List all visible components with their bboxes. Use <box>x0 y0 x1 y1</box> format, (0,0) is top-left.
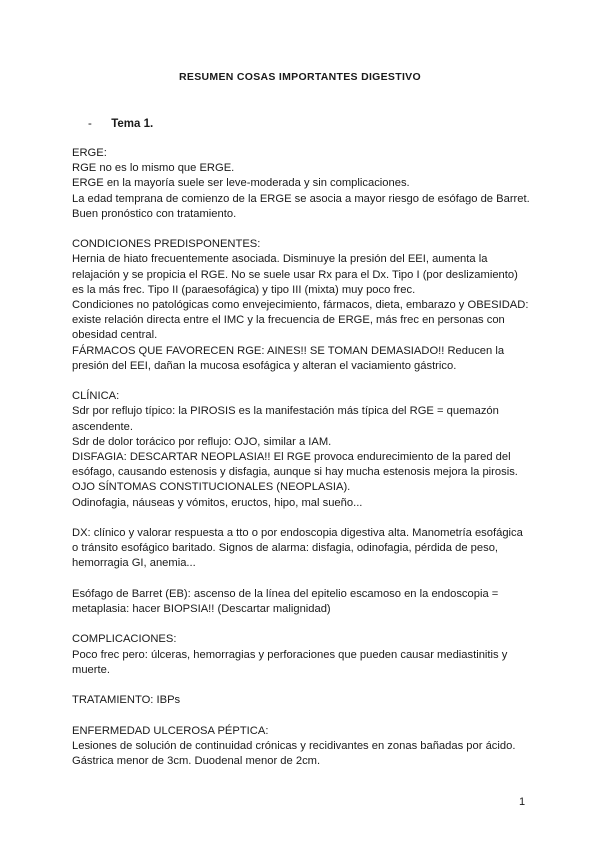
text-line: presión del EEI, dañan la mucosa esofágica y alteran el vaciamiento gástrico. <box>72 359 457 372</box>
erge-section <box>72 146 542 222</box>
text-line: ERGE en la mayoría suele ser leve-moderada y sin complicaciones. <box>72 177 410 190</box>
text-line: esófago, causando estenosis y disfagia, aunque si hay mucha estenosis mejora la pirosis. <box>72 466 518 479</box>
text-line: ascendente. <box>72 420 133 433</box>
text-line: ERGE: <box>72 147 107 159</box>
text-line: metaplasia: hacer BIOPSIA!! (Descartar malignidad) <box>72 603 331 616</box>
text-line: Sdr de dolor torácico por reflujo: OJO, similar a IAM. <box>72 435 332 448</box>
text-line: hemorragia GI, anemia... <box>72 557 196 570</box>
condiciones-section <box>72 237 542 374</box>
tema-label: Tema 1. <box>111 118 154 130</box>
text-line: Lesiones de solución de continuidad crónicas y recidivantes en zonas bañadas por ácido. <box>72 739 516 752</box>
complicaciones-section <box>72 632 542 678</box>
text-line: OJO SÍNTOMAS CONSTITUCIONALES (NEOPLASIA). <box>72 481 351 494</box>
text-line: CLÍNICA: <box>72 390 120 403</box>
text-line: FÁRMACOS QUE FAVORECEN RGE: AINES!! SE TOMAN DEMASIADO!! Reducen la <box>72 344 505 357</box>
text-line: Buen pronóstico con tratamiento. <box>72 207 237 220</box>
text-line: muerte. <box>72 663 110 676</box>
tema-heading <box>88 118 153 130</box>
document-body <box>72 146 542 784</box>
text-line: Poco frec pero: úlceras, hemorragias y perforaciones que pueden causar mediastinitis y <box>72 648 508 661</box>
text-line: Sdr por reflujo típico: la PIROSIS es la manifestación más típica del RGE = quemazón <box>72 405 499 418</box>
text-line: RGE no es lo mismo que ERGE. <box>72 162 235 175</box>
text-line: Condiciones no patológicas como envejecimiento, fármacos, dieta, embarazo y OBESIDAD: <box>72 299 529 312</box>
text-line: existe relación directa entre el IMC y la frecuencia de ERGE, más frec en personas con <box>72 314 505 327</box>
text-line: ENFERMEDAD ULCEROSA PÉPTICA: <box>72 724 269 737</box>
text-line: obesidad central. <box>72 329 158 342</box>
text-line: Esófago de Barret (EB): ascenso de la línea del epitelio escamoso en la endoscopia = <box>72 587 499 600</box>
text-line: La edad temprana de comienzo de la ERGE se asocia a mayor riesgo de esófago de Barret. <box>72 192 530 205</box>
bullet-dash: - <box>88 118 92 130</box>
text-line: DISFAGIA: DESCARTAR NEOPLASIA!! El RGE provoca endurecimiento de la pared del <box>72 451 511 464</box>
text-line: TRATAMIENTO: IBPs <box>72 694 181 707</box>
barret-section <box>72 587 542 617</box>
tratamiento-section <box>72 693 542 708</box>
text-line: es la más frec. Tipo II (paraesofágica) y tipo III (mixta) muy poco frec. <box>72 283 416 296</box>
text-line: Odinofagia, náuseas y vómitos, eructos, hipo, mal sueño... <box>72 496 363 509</box>
text-line: COMPLICACIONES: <box>72 633 177 646</box>
document-title: RESUMEN COSAS IMPORTANTES DIGESTIVO <box>179 71 421 83</box>
page-number: 1 <box>519 796 526 808</box>
text-line: o tránsito esofágico baritado. Signos de alarma: disfagia, odinofagia, pérdida de peso, <box>72 542 499 555</box>
clinica-section <box>72 389 542 511</box>
text-line: relajación y se propicia el RGE. No se suele usar Rx para el Dx. Tipo I (por deslizamiento) <box>72 268 518 281</box>
text-line: CONDICIONES PREDISPONENTES: <box>72 238 261 251</box>
dx-section <box>72 526 542 572</box>
text-line: Gástrica menor de 3cm. Duodenal menor de 2cm. <box>72 755 321 768</box>
ulcera-section <box>72 724 542 770</box>
text-line: Hernia de hiato frecuentemente asociada. Disminuye la presión del EEI, aumenta la <box>72 253 488 266</box>
text-line: DX: clínico y valorar respuesta a tto o por endoscopia digestiva alta. Manometría esofágica <box>72 527 523 540</box>
